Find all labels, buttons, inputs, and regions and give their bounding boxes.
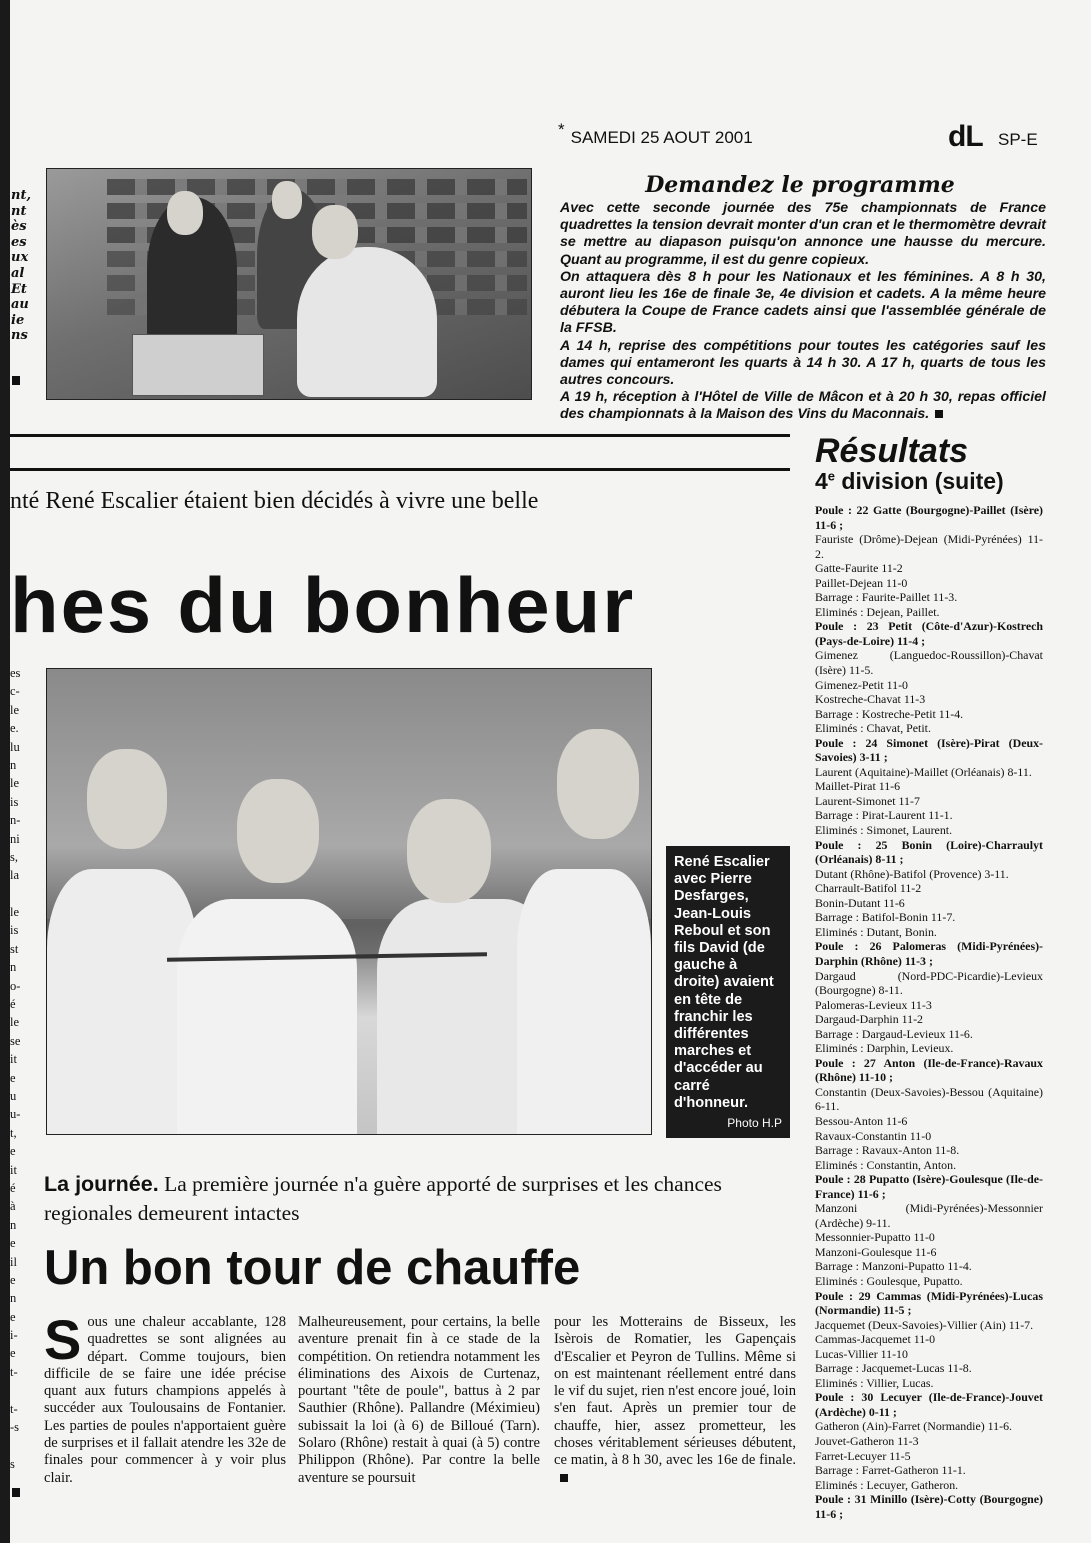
result-line: Barrage : Farret-Gatheron 11-1. bbox=[815, 1463, 966, 1478]
page-edge bbox=[0, 0, 10, 1543]
result-line: Fauriste (Drôme)-Dejean (Midi-Pyrénées) 11-2. bbox=[815, 532, 1043, 561]
result-line: Eliminés : Simonet, Laurent. bbox=[815, 823, 953, 838]
left-fragment: c- bbox=[10, 684, 20, 699]
left-fragments-top bbox=[11, 188, 41, 344]
left-fragment: n- bbox=[10, 813, 21, 828]
left-fragment: n bbox=[10, 960, 17, 975]
left-fragment: se bbox=[10, 1033, 21, 1048]
left-fragment: u bbox=[10, 1088, 17, 1103]
story-headline: Un bon tour de chauffe bbox=[44, 1241, 581, 1295]
divider-rule bbox=[10, 468, 790, 471]
result-line: Eliminés : Constantin, Anton. bbox=[815, 1157, 957, 1172]
end-square bbox=[935, 410, 943, 418]
photo-team bbox=[46, 668, 652, 1135]
result-line: Ravaux-Constantin 11-0 bbox=[815, 1128, 932, 1143]
result-line: Poule : 24 Simonet (Isère)-Pirat (Deux-Savoies) 3-11 ; bbox=[815, 735, 1043, 765]
divider-rule bbox=[10, 434, 790, 437]
story-col1-text: ous une chaleur accablante, 128 quadrettes se sont alignées au départ. Comme toujours, bien difficile de se faire une idée précise quant aux futurs champions appelés à succéder aux Toulousains de Fontanier. Les parties de poules n'apportaient guère de surprises et il fallait atendre les 32e de finales pour commencer à y voir plus clair. bbox=[44, 1314, 286, 1486]
left-fragment: es bbox=[11, 234, 27, 250]
result-line: Eliminés : Dutant, Bonin. bbox=[815, 924, 937, 939]
section-code: SP-E bbox=[998, 130, 1038, 149]
left-fragments-middle bbox=[10, 664, 40, 1473]
story-col3-text: pour les Motterains de Bisseux, les Isèrois de Romatier, les Gapençais d'Escalier et Peyron de Tullins. Même si on est maintenant réellement entré dans le vif du sujet, rien n'est encore joué, loin s'en faut. Après un premier tour de chauffe, hier, assez prometteur, les choses véritablement sérieuses débutent, ce matin, à 8 h 30, avec les 16e de finale. bbox=[554, 1314, 796, 1469]
left-fragment: le bbox=[10, 905, 20, 920]
result-line: Dargaud (Nord-PDC-Picardie)-Levieux (Bourgogne) 8-11. bbox=[815, 968, 1043, 998]
result-line: Barrage : Kostreche-Petit 11-4. bbox=[815, 706, 964, 721]
result-line: Barrage : Batifol-Bonin 11-7. bbox=[815, 910, 956, 925]
article-headline: hes du bonheur bbox=[10, 561, 636, 649]
left-fragment bbox=[10, 1381, 40, 1399]
left-fragment: e bbox=[10, 1272, 16, 1287]
result-line: Bonin-Dutant 11-6 bbox=[815, 895, 905, 910]
result-line: Poule : 28 Pupatto (Isère)-Goulesque (Ile-de-France) 11-6 ; bbox=[815, 1172, 1043, 1201]
left-fragment: ux bbox=[11, 250, 29, 266]
left-fragment: it bbox=[10, 1162, 17, 1177]
result-line: Poule : 27 Anton (Ile-de-France)-Ravaux (Rhône) 11-10 ; bbox=[815, 1055, 1043, 1085]
journee-intro bbox=[44, 1170, 724, 1228]
story-column-3 bbox=[554, 1314, 796, 1487]
left-fragment: e bbox=[10, 1236, 16, 1251]
result-line: Poule : 31 Minillo (Isère)-Cotty (Bourgogne) 11-6 ; bbox=[815, 1492, 1043, 1521]
header-star: * bbox=[558, 120, 565, 139]
left-fragment: lu bbox=[10, 739, 20, 754]
result-line: Barrage : Pirat-Laurent 11-1. bbox=[815, 808, 953, 823]
result-line: Constantin (Deux-Savoies)-Bessou (Aquitaine) 6-11. bbox=[815, 1084, 1043, 1114]
left-fragment: le bbox=[10, 1015, 20, 1030]
results-title: Résultats bbox=[815, 432, 969, 470]
left-fragment: u- bbox=[10, 1107, 21, 1122]
journee-text: La première journée n'a guère apporté de surprises et les chances regionales demeurent intactes bbox=[44, 1172, 722, 1225]
header-date bbox=[558, 120, 753, 148]
end-square-left bbox=[12, 1488, 20, 1497]
left-fragment: is bbox=[10, 923, 19, 938]
left-fragment: ie bbox=[11, 312, 25, 328]
left-fragment bbox=[10, 885, 40, 903]
left-fragment: -s bbox=[10, 1420, 20, 1435]
left-fragment: e bbox=[10, 1144, 16, 1159]
left-fragment: t, bbox=[10, 1125, 17, 1140]
left-fragment: le bbox=[10, 776, 20, 791]
left-fragment: o- bbox=[10, 978, 21, 993]
result-line: Barrage : Manzoni-Pupatto 11-4. bbox=[815, 1259, 972, 1274]
programme-paragraph bbox=[560, 389, 1046, 423]
result-line: Barrage : Ravaux-Anton 11-8. bbox=[815, 1143, 960, 1158]
left-fragment: ni bbox=[10, 831, 20, 846]
programme-paragraph-text: A 19 h, réception à l'Hôtel de Ville de Mâcon et à 20 h 30, repas officiel des championnats à la Maison des Vins du Maconnais. bbox=[560, 389, 1046, 423]
result-line: Poule : 30 Lecuyer (Ile-de-France)-Jouvet (Ardèche) 0-11 ; bbox=[815, 1390, 1043, 1419]
left-fragment: es bbox=[10, 666, 21, 680]
result-line: Messonnier-Pupatto 11-0 bbox=[815, 1230, 935, 1245]
result-line: Farret-Lecuyer 11-5 bbox=[815, 1448, 911, 1463]
result-line: Kostreche-Chavat 11-3 bbox=[815, 692, 926, 707]
dropcap: S bbox=[44, 1308, 82, 1371]
result-line: Poule : 26 Palomeras (Midi-Pyrénées)-Darphin (Rhône) 11-3 ; bbox=[815, 939, 1043, 968]
left-fragment: n bbox=[10, 1291, 17, 1306]
story-column-1 bbox=[44, 1308, 286, 1487]
story-col2-text: Malheureusement, pour certains, la belle aventure prenait fin à ce stade de la compétition. On retiendra notamment les éliminations des Aixois de Curtenaz, pourtant "tête de poule", battus à 2 par Sauthier (Rhône). Pallandre (Méximieu) subissait la loi (à 6) de Billoué (Tarn). Solaro (Rhône) restait à quai (à 5) contre Philippon (Rhône). Par contre la belle aventure se poursuit bbox=[298, 1314, 540, 1486]
result-line: Manzoni-Goulesque 11-6 bbox=[815, 1244, 937, 1259]
result-line: Poule : 22 Gatte (Bourgogne)-Paillet (Isère) 11-6 ; bbox=[815, 503, 1043, 532]
left-fragment: it bbox=[10, 1052, 17, 1067]
result-line: Eliminés : Dejean, Paillet. bbox=[815, 604, 940, 619]
left-fragment: t- bbox=[10, 1364, 18, 1379]
caption-text: René Escalier avec Pierre Desfarges, Jean-Louis Reboul et son fils David (de gauche à droite) avaient en tête de franchir les différentes marches et d'accéder au carré d'honneur. bbox=[674, 854, 774, 1111]
left-fragment: e bbox=[10, 1346, 16, 1361]
left-fragment: nt bbox=[11, 203, 27, 219]
result-line: Eliminés : Lecuyer, Gatheron. bbox=[815, 1477, 959, 1492]
left-fragment: n bbox=[10, 757, 17, 772]
result-line: Barrage : Faurite-Paillet 11-3. bbox=[815, 590, 958, 605]
photo-credit: Photo H.P bbox=[727, 1115, 782, 1130]
result-line: Poule : 23 Petit (Côte-d'Azur)-Kostrech (Pays-de-Loire) 11-4 ; bbox=[815, 619, 1043, 648]
result-line: Jacquemet (Deux-Savoies)-Villier (Ain) 11-7. bbox=[815, 1317, 1034, 1332]
result-line: Poule : 25 Bonin (Loire)-Charraulyt (Orléanais) 8-11 ; bbox=[815, 837, 1043, 867]
result-line: Charrault-Batifol 11-2 bbox=[815, 881, 922, 896]
result-line: Laurent (Aquitaine)-Maillet (Orléanais) 8-11. bbox=[815, 764, 1032, 779]
left-fragment: Et bbox=[11, 281, 27, 297]
left-fragment: al bbox=[11, 265, 25, 281]
left-fragment: st bbox=[10, 941, 19, 956]
left-fragment: à bbox=[10, 1199, 16, 1214]
result-line: Gimenez (Languedoc-Roussillon)-Chavat (Isère) 11-5. bbox=[815, 648, 1043, 678]
photo-caption bbox=[666, 846, 790, 1138]
result-line: Gatte-Faurite 11-2 bbox=[815, 561, 903, 576]
article-kicker: nté René Escalier étaient bien décidés à vivre une belle bbox=[10, 488, 539, 514]
left-fragment: t- bbox=[10, 1401, 18, 1416]
left-fragment: is bbox=[10, 794, 19, 809]
result-line: Barrage : Dargaud-Levieux 11-6. bbox=[815, 1026, 973, 1041]
journee-label: La journée. bbox=[44, 1172, 159, 1196]
left-fragment: e. bbox=[10, 721, 19, 736]
left-fragment: n bbox=[10, 1217, 17, 1232]
left-fragment: ès bbox=[11, 219, 27, 235]
left-fragment bbox=[10, 1436, 40, 1454]
result-line: Poule : 29 Cammas (Midi-Pyrénées)-Lucas (Normandie) 11-5 ; bbox=[815, 1288, 1043, 1318]
left-fragment: ns bbox=[11, 328, 28, 344]
result-line: Cammas-Jacquemet 11-0 bbox=[815, 1332, 936, 1347]
results-list bbox=[815, 503, 1043, 1521]
programme-text bbox=[560, 200, 1046, 424]
result-line: Laurent-Simonet 11-7 bbox=[815, 793, 920, 808]
left-fragment: la bbox=[10, 868, 20, 883]
result-line: Dargaud-Darphin 11-2 bbox=[815, 1012, 923, 1027]
programme-paragraph: Avec cette seconde journée des 75e championnats de France quadrettes la tension devrait monter d'un cran et le thermomètre devrait se mettre au diapason puisqu'on annonce une hausse du mercure. Quant au programme, il est du genre copieux. bbox=[560, 200, 1046, 268]
result-line: Eliminés : Villier, Lucas. bbox=[815, 1375, 934, 1390]
header-date-text: SAMEDI 25 AOUT 2001 bbox=[570, 128, 753, 147]
left-fragment: e bbox=[10, 1070, 16, 1085]
left-fragment: e bbox=[10, 1309, 16, 1324]
result-line: Eliminés : Darphin, Levieux. bbox=[815, 1041, 954, 1056]
end-square-left bbox=[12, 376, 20, 385]
newspaper-logo: dL bbox=[948, 120, 983, 153]
end-square bbox=[560, 1474, 568, 1482]
left-fragment: le bbox=[10, 702, 20, 717]
result-line: Eliminés : Goulesque, Pupatto. bbox=[815, 1273, 963, 1288]
left-fragment: é bbox=[10, 1180, 16, 1195]
result-line: Jouvet-Gatheron 11-3 bbox=[815, 1434, 919, 1448]
left-fragment: s bbox=[10, 1456, 15, 1471]
left-fragment: s, bbox=[10, 849, 18, 864]
programme-paragraph: A 14 h, reprise des compétitions pour toutes les catégories sauf les dames qui entameront les quarts à 14 h 30. A 17 h, quarts de tous les autres concours. bbox=[560, 337, 1046, 389]
result-line: Dutant (Rhône)-Batifol (Provence) 3-11. bbox=[815, 866, 1009, 881]
left-fragment: au bbox=[11, 297, 29, 313]
result-line: Manzoni (Midi-Pyrénées)-Messonnier (Ardèche) 9-11. bbox=[815, 1201, 1043, 1230]
result-line: Gatheron (Ain)-Farret (Normandie) 11-6. bbox=[815, 1419, 1013, 1434]
result-line: Palomeras-Levieux 11-3 bbox=[815, 997, 932, 1012]
result-line: Lucas-Villier 11-10 bbox=[815, 1346, 908, 1361]
left-fragment: nt, bbox=[11, 188, 31, 203]
result-line: Barrage : Jacquemet-Lucas 11-8. bbox=[815, 1361, 972, 1376]
result-line: Maillet-Pirat 11-6 bbox=[815, 779, 901, 794]
left-fragment: il bbox=[10, 1254, 17, 1269]
results-subtitle: 4e division (suite) bbox=[815, 468, 1004, 494]
programme-paragraph: On attaquera dès 8 h pour les Nationaux et les féminines. A 8 h 30, auront lieu les 16e de finale 3e, 4e division et cadets. A la même heure débutera la Coupe de France cadets ainsi que l'assemblée générale de la FFSB. bbox=[560, 268, 1046, 337]
left-fragment: i- bbox=[10, 1328, 18, 1343]
result-line: Paillet-Dejean 11-0 bbox=[815, 575, 908, 590]
programme-title: Demandez le programme bbox=[645, 172, 955, 198]
left-fragment: é bbox=[10, 997, 16, 1012]
result-line: Gimenez-Petit 11-0 bbox=[815, 677, 909, 692]
result-line: Bessou-Anton 11-6 bbox=[815, 1113, 908, 1128]
result-line: Eliminés : Chavat, Petit. bbox=[815, 721, 931, 736]
story-column-2 bbox=[298, 1314, 540, 1487]
photo-spectators bbox=[46, 168, 532, 400]
